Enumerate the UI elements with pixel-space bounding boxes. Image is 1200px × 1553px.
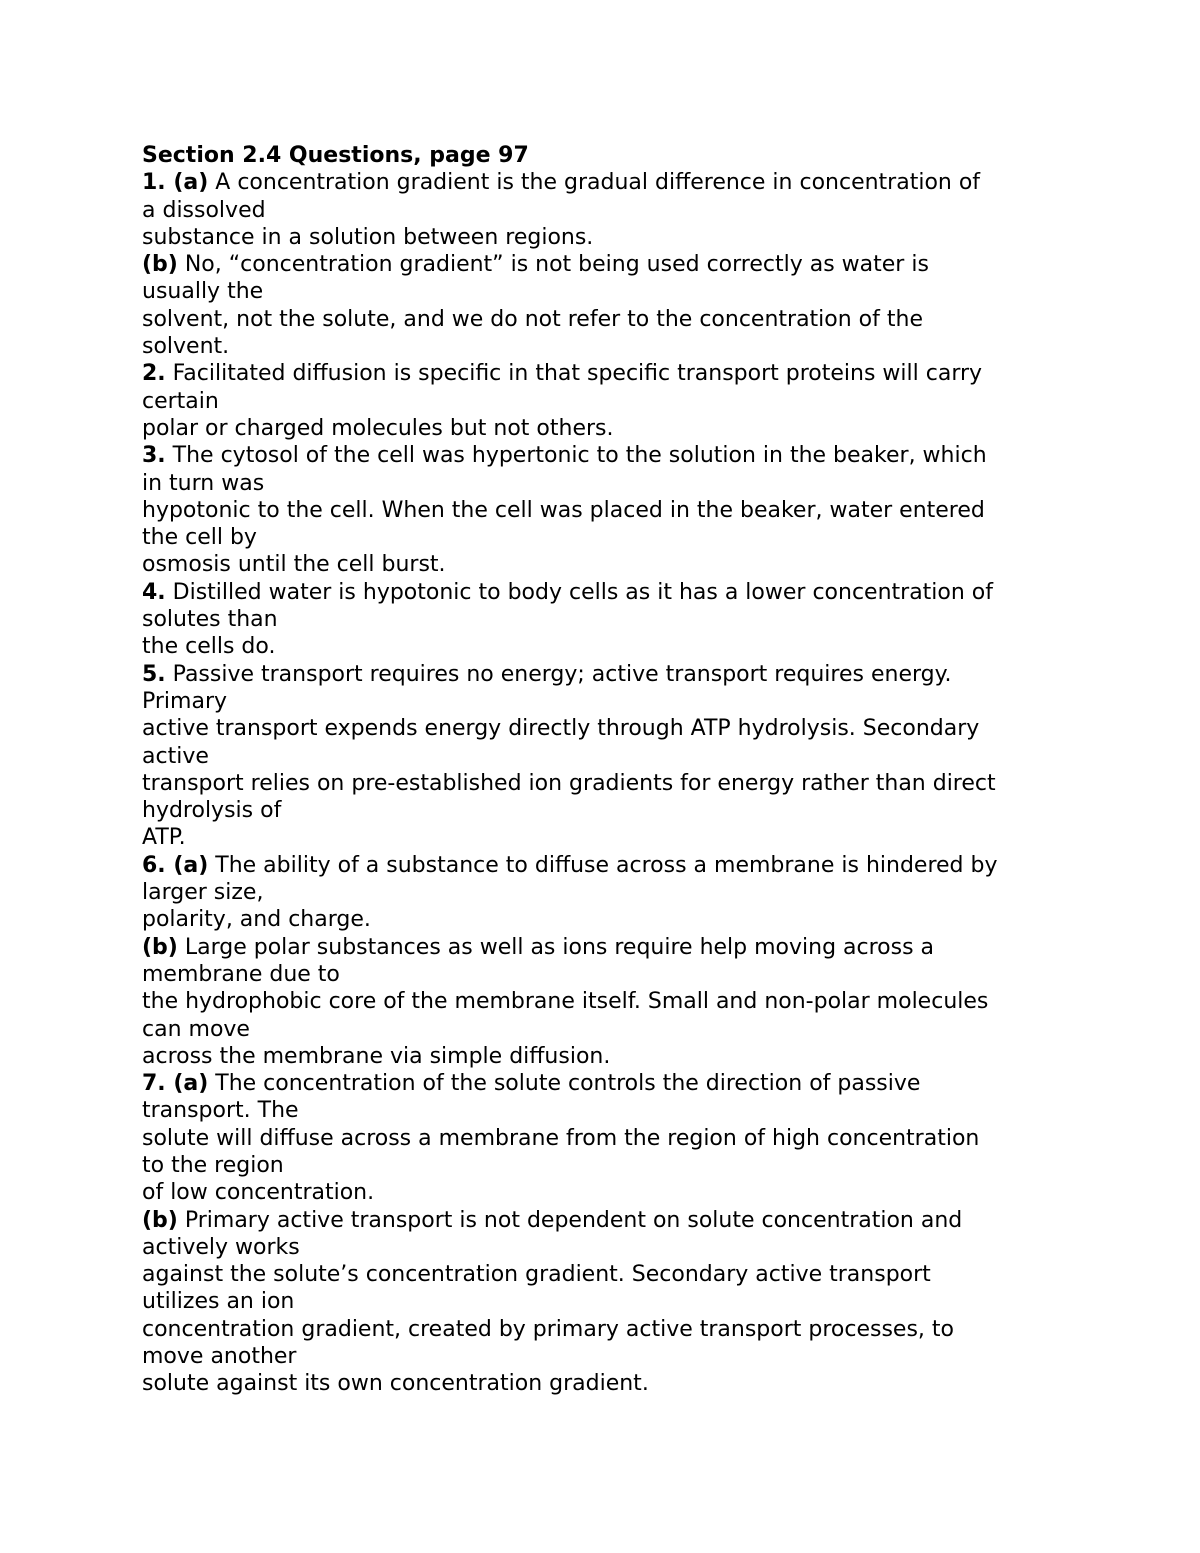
text-line	[142, 1097, 1072, 1124]
item-number: 1. (a)	[142, 170, 209, 196]
line-text: Facilitated diffusion is specific in that specific transport proteins will carry	[165, 361, 983, 387]
text-line	[142, 470, 1072, 497]
line-text: hydrolysis of	[142, 798, 282, 824]
text-line	[142, 715, 1072, 742]
item-number: (b)	[142, 252, 178, 278]
text-line	[142, 1125, 1072, 1152]
text-line	[142, 906, 1072, 933]
text-line	[142, 1043, 1072, 1070]
item-number: 3.	[142, 443, 166, 469]
line-text: Passive transport requires no energy; active transport requires energy.	[165, 661, 952, 687]
text-line	[142, 1152, 1072, 1179]
text-line	[142, 1016, 1072, 1043]
line-text: solute against its own concentration gradient.	[142, 1371, 649, 1397]
text-line	[142, 688, 1072, 715]
item-number: 4.	[142, 579, 166, 605]
line-text: osmosis until the cell burst.	[142, 552, 446, 578]
line-text: polarity, and charge.	[142, 907, 371, 933]
text-line	[142, 333, 1072, 360]
text-line	[142, 1343, 1072, 1370]
text-line	[142, 388, 1072, 415]
text-line	[142, 278, 1072, 305]
line-text: of low concentration.	[142, 1180, 375, 1206]
line-text: Primary active transport is not dependent on solute concentration and	[177, 1207, 963, 1233]
text-line	[142, 1261, 1072, 1288]
text-line	[142, 551, 1072, 578]
line-text: The cytosol of the cell was hypertonic to the solution in the beaker, which	[165, 443, 987, 469]
text-line	[142, 1179, 1072, 1206]
text-line	[142, 497, 1072, 524]
line-text: usually the	[142, 279, 264, 305]
text-line	[142, 1370, 1072, 1397]
item-number: 5.	[142, 661, 166, 687]
text-line	[142, 169, 1072, 196]
line-text: polar or charged molecules but not others.	[142, 415, 614, 441]
line-text: move another	[142, 1344, 297, 1370]
line-text: membrane due to	[142, 961, 340, 987]
line-text: utilizes an ion	[142, 1289, 295, 1315]
text-line	[142, 934, 1072, 961]
answer-lines	[142, 169, 1072, 1397]
line-text: certain	[142, 388, 219, 414]
text-line	[142, 579, 1072, 606]
text-line	[142, 633, 1072, 660]
line-text: solvent, not the solute, and we do not refer to the concentration of the	[142, 306, 923, 332]
line-text: substance in a solution between regions.	[142, 224, 594, 250]
text-line	[142, 360, 1072, 387]
text-line	[142, 524, 1072, 551]
line-text: solvent.	[142, 334, 230, 360]
item-number: (b)	[142, 934, 178, 960]
section-title: Section 2.4 Questions, page 97	[142, 143, 529, 168]
item-number: 7. (a)	[142, 1071, 209, 1097]
line-text: to the region	[142, 1152, 284, 1178]
text-line	[142, 306, 1072, 333]
line-text: actively works	[142, 1234, 300, 1260]
item-number: (b)	[142, 1207, 178, 1233]
text-line	[142, 961, 1072, 988]
line-text: active	[142, 743, 209, 769]
item-number: 2.	[142, 361, 166, 387]
line-text: a dissolved	[142, 197, 266, 223]
text-line	[142, 1207, 1072, 1234]
text-line	[142, 224, 1072, 251]
text-line	[142, 606, 1072, 633]
line-text: the cell by	[142, 525, 257, 551]
line-text: the hydrophobic core of the membrane itself. Small and non-polar molecules	[142, 989, 989, 1015]
text-line	[142, 251, 1072, 278]
text-line	[142, 197, 1072, 224]
line-text: Distilled water is hypotonic to body cells as it has a lower concentration of	[165, 579, 994, 605]
line-text: against the solute’s concentration gradient. Secondary active transport	[142, 1262, 931, 1288]
text-line	[142, 415, 1072, 442]
text-line	[142, 1288, 1072, 1315]
text-line	[142, 743, 1072, 770]
line-text: transport relies on pre-established ion gradients for energy rather than direct	[142, 770, 996, 796]
text-line	[142, 879, 1072, 906]
line-text: concentration gradient, created by primary active transport processes, to	[142, 1316, 955, 1342]
item-number: 6. (a)	[142, 852, 209, 878]
line-text: Large polar substances as well as ions require help moving across a	[177, 934, 935, 960]
text-line	[142, 824, 1072, 851]
line-text: solutes than	[142, 607, 278, 633]
text-line	[142, 797, 1072, 824]
line-text: A concentration gradient is the gradual difference in concentration of	[208, 170, 981, 196]
text-line	[142, 770, 1072, 797]
text-line	[142, 988, 1072, 1015]
line-text: in turn was	[142, 470, 265, 496]
line-text: The ability of a substance to diffuse across a membrane is hindered by	[208, 852, 998, 878]
text-line	[142, 661, 1072, 688]
line-text: active transport expends energy directly through ATP hydrolysis. Secondary	[142, 716, 980, 742]
line-text: across the membrane via simple diffusion.	[142, 1043, 611, 1069]
line-text: larger size,	[142, 880, 264, 906]
document-body	[142, 142, 1072, 1398]
line-text: hypotonic to the cell. When the cell was placed in the beaker, water entered	[142, 497, 985, 523]
line-text: solute will diffuse across a membrane from the region of high concentration	[142, 1125, 980, 1151]
line-text: The concentration of the solute controls the direction of passive	[208, 1071, 921, 1097]
text-line	[142, 852, 1072, 879]
line-text: Primary	[142, 688, 228, 714]
line-text: ATP.	[142, 825, 186, 851]
line-text: the cells do.	[142, 634, 276, 660]
text-line	[142, 1316, 1072, 1343]
line-text: No, “concentration gradient” is not being used correctly as water is	[177, 252, 929, 278]
text-line	[142, 1234, 1072, 1261]
text-line	[142, 442, 1072, 469]
line-text: transport. The	[142, 1098, 299, 1124]
text-line	[142, 1070, 1072, 1097]
line-text: can move	[142, 1016, 250, 1042]
